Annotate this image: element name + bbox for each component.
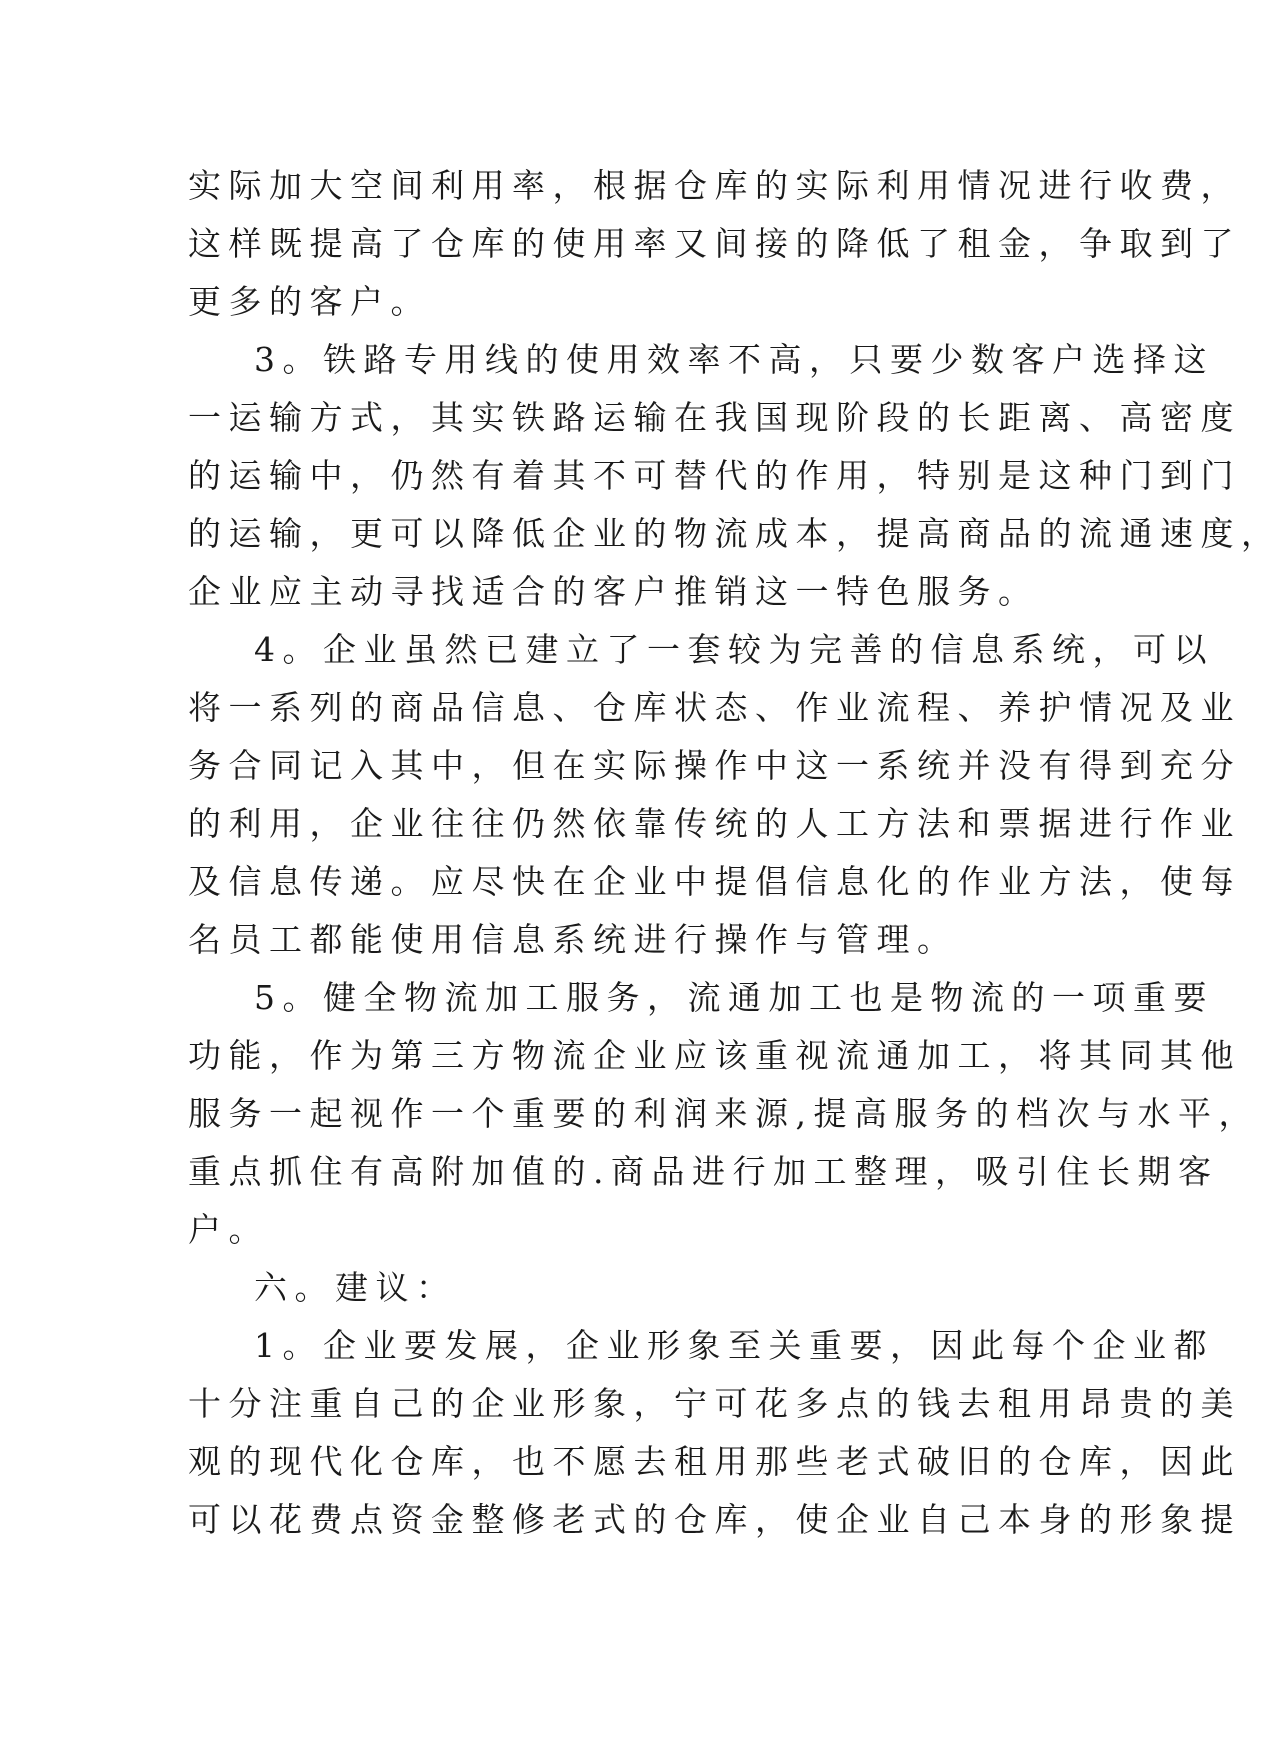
text-line: 更多的客户。: [188, 282, 431, 321]
text-line: 观的现代化仓库，也不愿去租用那些老式破旧的仓库，因此: [188, 1442, 1241, 1481]
paragraph-start-line: 1。企业要发展，企业形象至关重要，因此每个企业都: [254, 1326, 1214, 1365]
text-line: 的运输中，仍然有着其不可替代的作用，特别是这种门到门: [188, 456, 1241, 495]
document-body: [188, 157, 1282, 1549]
paragraph-start-line: 4。企业虽然已建立了一套较为完善的信息系统，可以: [254, 630, 1214, 669]
text-line: 这样既提高了仓库的使用率又间接的降低了租金，争取到了: [188, 224, 1241, 263]
paragraph-start-line: 5。健全物流加工服务，流通加工也是物流的一项重要: [254, 978, 1214, 1017]
section-heading: 六。建议：: [254, 1268, 457, 1307]
text-line: 实际加大空间利用率，根据仓库的实际利用情况进行收费，: [188, 166, 1241, 205]
text-line: 及信息传递。应尽快在企业中提倡信息化的作业方法，使每: [188, 862, 1241, 901]
text-line: 企业应主动寻找适合的客户推销这一特色服务。: [188, 572, 1039, 611]
paragraph-start-line: 3。铁路专用线的使用效率不高，只要少数客户选择这: [254, 340, 1214, 379]
text-line: 务合同记入其中，但在实际操作中这一系统并没有得到充分: [188, 746, 1241, 785]
text-line: 服务一起视作一个重要的利润来源,提高服务的档次与水平，: [188, 1094, 1259, 1133]
text-line: 的利用，企业往往仍然依靠传统的人工方法和票据进行作业: [188, 804, 1241, 843]
text-line: 十分注重自己的企业形象，宁可花多点的钱去租用昂贵的美: [188, 1384, 1241, 1423]
text-line: 重点抓住有高附加值的.商品进行加工整理，吸引住长期客: [188, 1152, 1219, 1191]
text-line: 一运输方式，其实铁路运输在我国现阶段的长距离、高密度: [188, 398, 1241, 437]
text-line: 可以花费点资金整修老式的仓库，使企业自己本身的形象提: [188, 1500, 1241, 1539]
text-line: 将一系列的商品信息、仓库状态、作业流程、养护情况及业: [188, 688, 1241, 727]
text-line: 功能，作为第三方物流企业应该重视流通加工，将其同其他: [188, 1036, 1241, 1075]
text-line: 的运输，更可以降低企业的物流成本，提高商品的流通速度，: [188, 514, 1282, 553]
text-line: 名员工都能使用信息系统进行操作与管理。: [188, 920, 958, 959]
text-line: 户。: [188, 1210, 269, 1249]
